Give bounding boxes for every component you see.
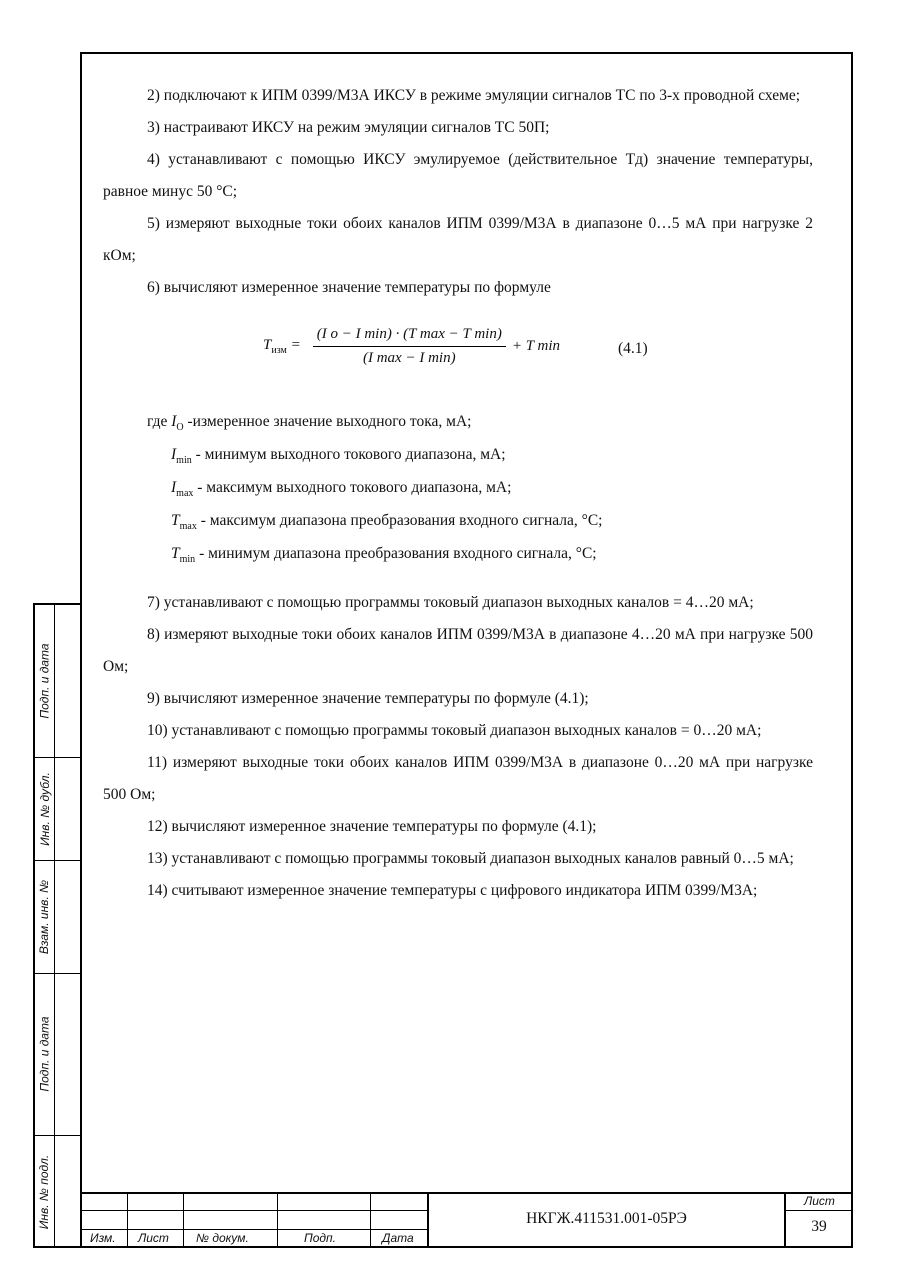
document-code: НКГЖ.411531.001-05РЭ: [526, 1210, 687, 1227]
paragraph: 2) подключают к ИПМ 0399/М3А ИКСУ в режиме эмуляции сигналов ТС по 3-х проводной схеме;: [147, 87, 801, 104]
formula-denominator: (I max − I min): [362, 350, 456, 366]
paragraph: 8) измеряют выходные токи обоих каналов ИПМ 0399/М3А в диапазоне 4…20 мА при нагрузке 500 Ом;: [103, 626, 813, 676]
paragraph: 6) вычисляют измеренное значение температуры по формуле: [147, 279, 551, 296]
sheet-number: 39: [811, 1218, 827, 1235]
side-label-podp-data-2: Подп. и дата: [37, 1016, 52, 1092]
document-body: [103, 80, 813, 907]
legend-item: $I_{min}$ - минимум выходного токового диапазона, мА;: [171, 446, 506, 467]
formula-number: (4.1): [618, 340, 648, 357]
formula-lhs: $T_{изм}$ =: [263, 337, 301, 356]
side-strip: [33, 603, 80, 1248]
formula-legend: [103, 408, 813, 573]
paragraph: 11) измеряют выходные токи обоих каналов ИПМ 0399/М3А в диапазоне 0…20 мА при нагрузке 500 Ом;: [103, 754, 813, 804]
side-label-inv-podl: Инв. № подл.: [37, 1154, 52, 1229]
stamp-label-data: Дата: [382, 1231, 414, 1245]
paragraph: 5) измеряют выходные токи обоих каналов ИПМ 0399/М3А в диапазоне 0…5 мА при нагрузке 2 кОм;: [103, 215, 813, 264]
paragraph: 7) устанавливают с помощью программы токовый диапазон выходных каналов = 4…20 мА;: [147, 594, 754, 612]
stamp-label-doc-num: № докум.: [196, 1231, 249, 1245]
formula-tail: + T min: [511, 338, 561, 354]
paragraph: 13) устанавливают с помощью программы токовый диапазон выходных каналов равный 0…5 мА;: [147, 850, 794, 868]
side-label-inv-dubl: Инв. № дубл.: [37, 771, 52, 846]
formula-numerator: (I o − I min) · (T max − T min): [313, 326, 506, 347]
title-block: [80, 1192, 853, 1248]
stamp-label-sheet: Лист: [804, 1194, 835, 1208]
paragraph: 4) устанавливают с помощью ИКСУ эмулируемое (действительное Tд) значение температуры, равное минус 50 °С;: [103, 151, 813, 200]
paragraph: 9) вычисляют измеренное значение температуры по формуле (4.1);: [147, 690, 589, 708]
stamp-label-list: Лист: [138, 1231, 169, 1245]
legend-item: $T_{min}$ - минимум диапазона преобразования входного сигнала, °С;: [171, 545, 597, 566]
paragraph: 14) считывают измеренное значение температуры с цифрового индикатора ИПМ 0399/М3А;: [147, 882, 758, 900]
stamp-label-podp: Подп.: [304, 1231, 336, 1245]
stamp-label-izm: Изм.: [90, 1231, 116, 1245]
side-label-vzam-inv: Взам. инв. №: [37, 879, 52, 954]
legend-item: где $I_O$ -измеренное значение выходного тока, мА;: [147, 413, 472, 434]
formula-4-1: [103, 312, 813, 404]
legend-item: $I_{max}$ - максимум выходного токового диапазона, мА;: [171, 479, 512, 500]
paragraph: 12) вычисляют измеренное значение температуры по формуле (4.1);: [147, 818, 597, 836]
formula-fraction: [313, 326, 506, 367]
paragraph: 10) устанавливают с помощью программы токовый диапазон выходных каналов = 0…20 мА;: [147, 722, 762, 740]
legend-item: $T_{max}$ - максимум диапазона преобразования входного сигнала, °С;: [171, 512, 603, 533]
paragraph: 3) настраивают ИКСУ на режим эмуляции сигналов ТС 50П;: [147, 119, 550, 136]
side-label-podp-data-1: Подп. и дата: [37, 643, 52, 719]
